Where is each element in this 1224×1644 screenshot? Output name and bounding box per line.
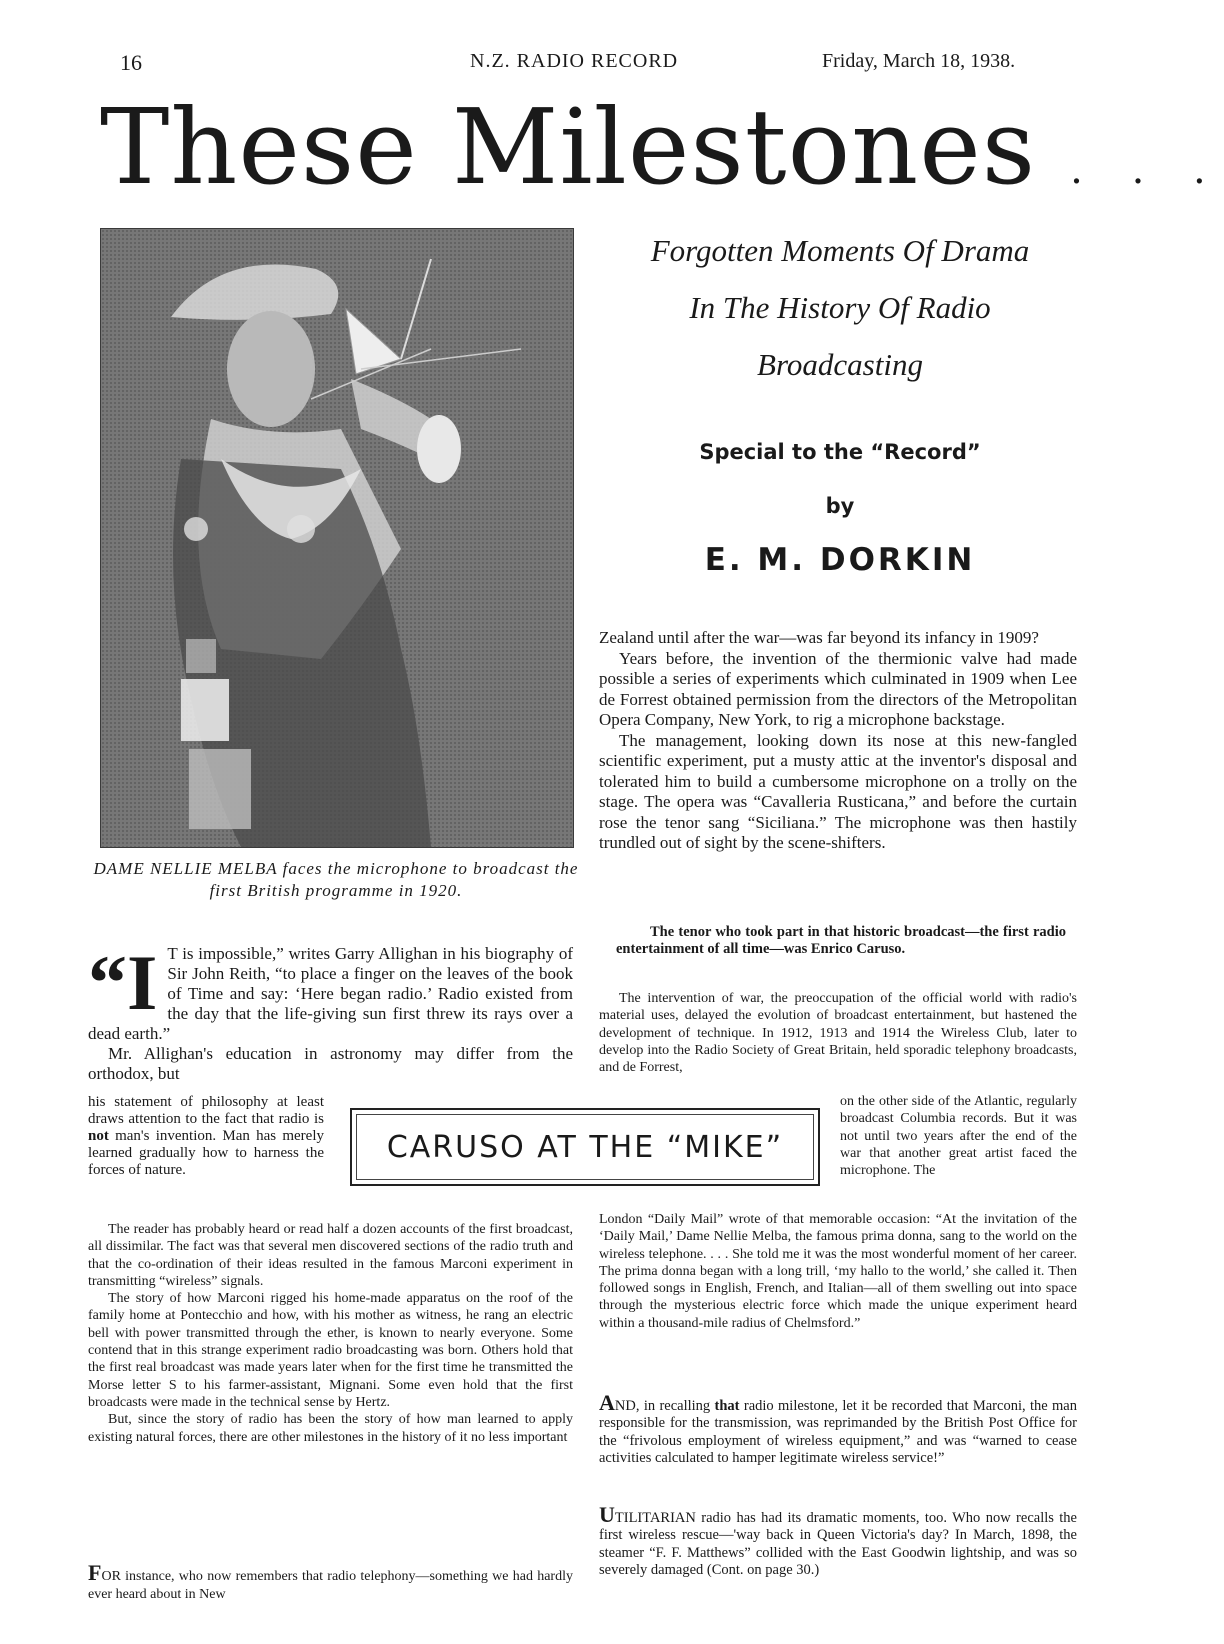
publication-title: N.Z. RADIO RECORD bbox=[470, 50, 679, 72]
article-intro bbox=[88, 939, 573, 1084]
subtitle-line-3: Broadcasting bbox=[757, 347, 923, 382]
subtitle-line-1: Forgotten Moments Of Drama bbox=[650, 233, 1030, 268]
article-right-lower bbox=[599, 1211, 1077, 1332]
byline-by: by bbox=[825, 494, 855, 518]
photo-caption: DAME NELLIE MELBA faces the microphone to broadcast the first British programme in 1920. bbox=[93, 859, 579, 900]
melba-photo bbox=[100, 228, 574, 848]
pull-quote: The tenor who took part in that historic broadcast—the first radio entertainment of all time—was Enrico Caruso. bbox=[616, 924, 1066, 957]
continuation-note: (Cont. on page 30.) bbox=[706, 1562, 820, 1579]
article-and-paragraph bbox=[599, 1390, 1077, 1468]
paragraph: The reader has probably heard or read half a dozen accounts of the first broadcast, all dissimilar. The fact was that several men discovered sections of the radio truth and that the co-ordination of their ideas resulted in the famous Marconi experiment in transmitting “wireless” signals. bbox=[88, 1222, 573, 1289]
headline bbox=[100, 86, 1224, 225]
initial-capital: U bbox=[599, 1502, 615, 1527]
issue-date: Friday, March 18, 1938. bbox=[822, 50, 1016, 72]
paragraph: Years before, the invention of the thermionic valve had made possible a series of experiments which culminated in 1909 when Lee de Forrest obtained permission from the directors of the Metropolitan Opera Company, New York, to rig a microphone backstage. bbox=[599, 648, 1077, 729]
page-number: 16 bbox=[120, 50, 142, 75]
initial-capital: F bbox=[88, 1560, 102, 1585]
box-heading-text: CARUSO AT THE “MIKE” bbox=[356, 1114, 814, 1180]
paragraph: The management, looking down its nose at this new-fangled scientific experiment, put a musty attic at the inventor's disposal and tolerated him to build a cumbersome microphone on a trolly on the stage. The opera was “Cavalleria Rusticana,” and before the curtain rose the tenor sang “Siciliana.” The microphone was then hastily trundled out of sight by the scene-shifters. bbox=[599, 730, 1077, 852]
author-name: E. M. DORKIN bbox=[704, 542, 976, 578]
paragraph: FOR instance, who now remembers that radio telephony—something we had hardly ever heard about in New bbox=[88, 1560, 573, 1602]
subtitle bbox=[610, 222, 1070, 393]
paragraph: The story of how Marconi rigged his home-made apparatus on the roof of the family home at Pontecchio and how, with his mother as witness, he rang an electric bell with power transmitted through the ether, is known to nearly everyone. Some contend that in this strange experiment radio broadcasting was born. Others hold that the first real broadcast was made years later when for the first time he transmitted the Morse letter S to his farmer-assistant, Mignani. Some even hold that the first broadcasts were made in the technical sense by Hertz. bbox=[88, 1291, 573, 1410]
paragraph: his statement of philosophy at least draws attention to the fact that radio is not man's invention. Man has merely learned gradually how to harness the forces of nature. bbox=[88, 1094, 324, 1178]
headline-dots: . . . bbox=[1070, 147, 1224, 193]
article-left-narrow bbox=[88, 1094, 324, 1179]
paragraph: AND, in recalling that radio milestone, let it be recorded that Marconi, the man responsible for the transmission, was reprimanded by the British Post Office for the “frivolous employment of wireless equipment,” and was “warned to cease activities calculated to hamper legitimate wireless service!” bbox=[599, 1390, 1077, 1467]
paragraph: Zealand until after the war—was far beyond its infancy in 1909? bbox=[599, 628, 1039, 647]
paragraph: But, since the story of radio has been the story of how man learned to apply existing natural forces, there are other milestones in the history of it no less important bbox=[88, 1412, 573, 1445]
initial-capital: A bbox=[599, 1390, 615, 1415]
article-utilitarian-paragraph bbox=[599, 1502, 1077, 1580]
paragraph: The intervention of war, the preoccupation of the official world with radio's material uses, delayed the evolution of broadcast entertainment, but hastened the development of technique. In 1912, 1913 and 1914 the Wireless Club, later to develop into the Radio Society of Great Britain, held sporadic telephony broadcasts, and de Forrest, bbox=[599, 991, 1077, 1076]
drop-cap: “I bbox=[88, 939, 158, 1026]
headline-title: These Milestones bbox=[100, 86, 1037, 208]
caruso-box-heading bbox=[350, 1108, 820, 1186]
article-right-top bbox=[599, 628, 1077, 854]
article-for-paragraph bbox=[88, 1560, 573, 1603]
special-note: Special to the “Record” bbox=[699, 440, 981, 464]
paragraph: on the other side of the Atlantic, regularly broadcast Columbia records. But it was not until two years after the end of the war that another great artist faced the microphone. The bbox=[840, 1094, 1077, 1179]
paragraph: “I T is impossible,” writes Garry Allighan in his biography of Sir John Reith, “to place a finger on the leaves of the book of Time and say: ‘Here began radio.’ Radio existed from the day that the life-giving sun first threw its rays over a dead earth.” bbox=[88, 939, 573, 1043]
paragraph: UTILITARIAN radio has had its dramatic moments, too. Who now recalls the first wireless rescue—'way back in Queen Victoria's day? In March, 1898, the steamer “F. F. Matthews” collided with the East Goodwin lightship, and was so severely damaged (Cont. on page 30.) bbox=[599, 1502, 1077, 1579]
article-right-mid bbox=[599, 990, 1077, 1076]
article-left-main bbox=[88, 1221, 573, 1446]
article-right-float bbox=[840, 1093, 1077, 1179]
melba-photo-illustration bbox=[101, 229, 573, 847]
subtitle-line-2: In The History Of Radio bbox=[689, 290, 991, 325]
paragraph: London “Daily Mail” wrote of that memorable occasion: “At the invitation of the ‘Daily Mail,’ Dame Nellie Melba, the famous prima donna, sang to the world on the wireless telephone. . . . She told me it was the most wonderful moment of her career. The prima donna began with a long trill, ‘my hallo to the world,’ she called it. Then followed songs in English, French, and Italian—all of them swelling out into space through the mysterious electric force which made the unique experiment heard within a thousand-mile radius of Chelmsford.” bbox=[599, 1212, 1077, 1331]
paragraph: Mr. Allighan's education in astronomy may differ from the orthodox, but bbox=[88, 1044, 573, 1083]
